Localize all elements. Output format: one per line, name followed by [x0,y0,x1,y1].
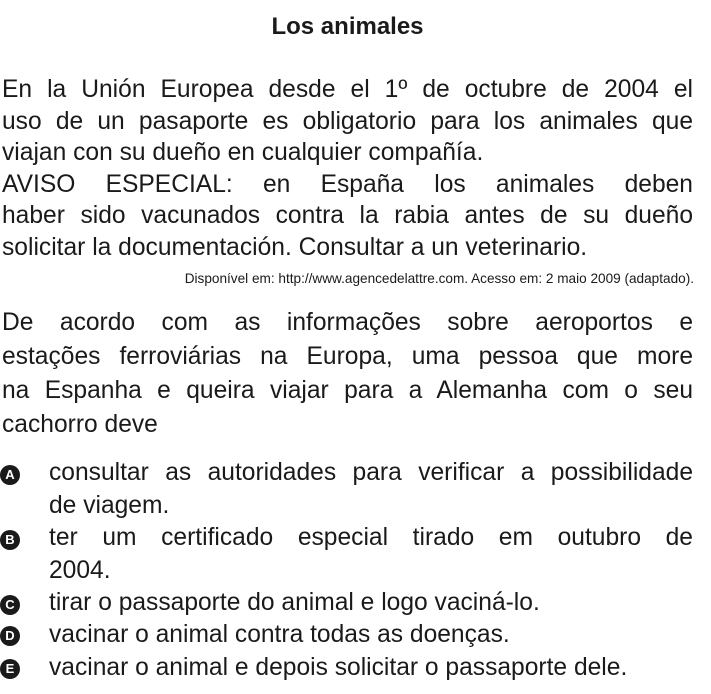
option-text [49,652,693,685]
question-line: na Espanha e queira viajar para a Alemanha com o seu [2,377,693,404]
option-line: de viagem. [49,491,170,519]
option-text [49,457,693,522]
passage-line: uso de un pasaporte es obligatorio para los animales que [2,107,693,135]
option-letter-badge: C [0,595,20,615]
option-line: vacinar o animal contra todas as doenças. [49,621,510,648]
passage-line: En la Unión Europea desde el 1º de octubre de 2004 el [2,76,693,103]
option-line: tirar o passaporte do animal e logo vaciná-lo. [49,589,540,616]
option-letter-badge: E [0,659,20,679]
question-line: De acordo com as informações sobre aeroportos e [2,309,693,336]
option-text [49,522,693,587]
passage-line: viajan con su dueño en cualquier compañía. [2,139,484,166]
option-letter-badge: A [0,465,20,485]
option-line: ter um certificado especial tirado em outubro de [49,524,693,551]
option-line: vacinar o animal e depois solicitar o passaporte dele. [49,654,628,681]
option-letter-badge: B [0,530,20,550]
option-text [49,619,693,652]
option-line: consultar as autoridades para verificar a possibilidade [49,459,693,486]
source-citation: Disponível em: http://www.agencedelattre.com. Acesso em: 2 maio 2009 (adaptado). [184,271,694,286]
passage-line: AVISO ESPECIAL: en España los animales deben [2,170,693,198]
option-letter-badge: D [0,626,20,646]
passage-line: solicitar la documentación. Consultar a un veterinario. [2,233,588,261]
question-line: estações ferroviárias na Europa, uma pessoa que more [2,343,693,370]
question-stem [2,306,693,442]
option-text [49,587,693,620]
question-line: cachorro deve [2,411,158,438]
passage-text [2,74,693,263]
option-line: 2004. [49,556,111,584]
passage-title: Los animales [271,13,424,40]
passage-line: haber sido vacunados contra la rabia antes de su dueño [2,202,693,229]
